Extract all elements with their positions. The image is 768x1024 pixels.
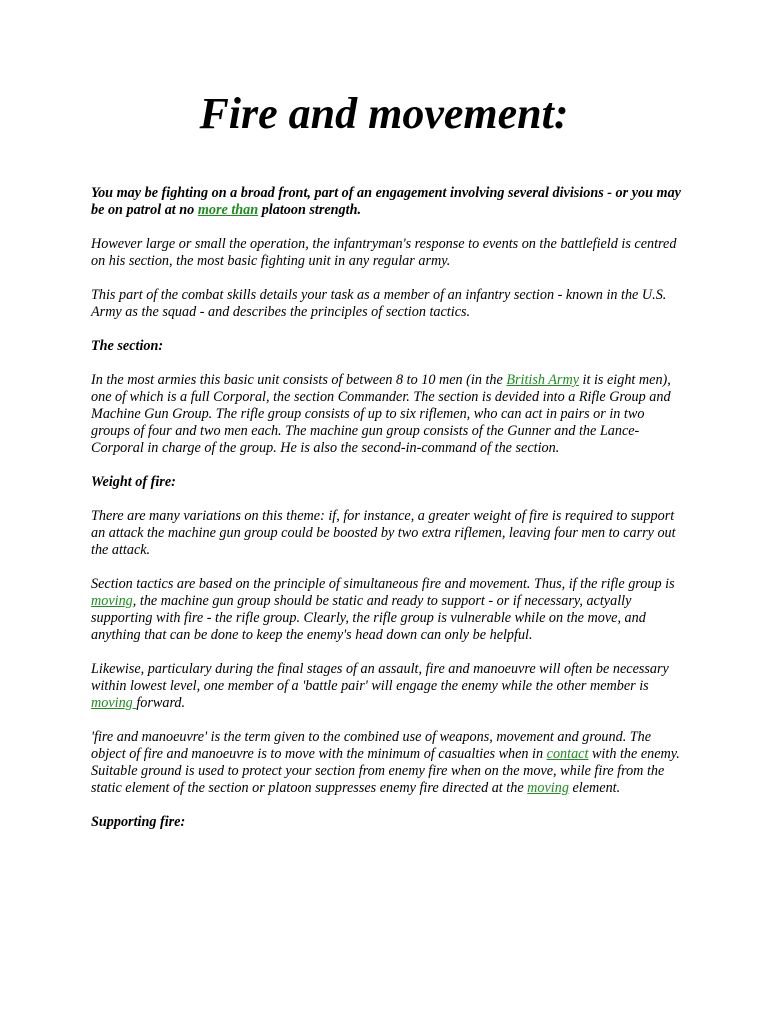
paragraph-combat-skills: This part of the combat skills details your task as a member of an infantry section - known in the U.S. Army as the squad - and describes the principles of section tactics. xyxy=(91,287,667,320)
link-moving-element[interactable]: moving xyxy=(527,780,569,796)
link-moving-forward[interactable]: moving xyxy=(91,695,137,711)
paragraph-section: In the most armies this basic unit consists of between 8 to 10 men (in the British Army it is eight men), one of which is a full Corporal, the section Commander. The section is devided into a Rifle Group and Machine Gun Group. The rifle group consists of up to six riflemen, who can act in pairs or in two groups of four and two men each. The machine gun group consists of the Gunner and the Lance-Corporal in charge of the group. He is also the second-in-command of the section. xyxy=(91,372,671,456)
heading-supporting-fire: Supporting fire: xyxy=(91,814,186,830)
page-title: Fire and movement: xyxy=(199,89,569,138)
paragraph-operation: However large or small the operation, the infantryman's response to events on the battlefield is centred on his section, the most basic fighting unit in any regular army. xyxy=(91,236,677,269)
intro-paragraph: You may be fighting on a broad front, part of an engagement involving several divisions - or you may be on patrol at no more than platoon strength. xyxy=(91,185,681,218)
paragraph-section-tactics: Section tactics are based on the principle of simultaneous fire and movement. Thus, if the rifle group is moving, the machine gun group should be static and ready to support - or if necessary, actyally supporting with fire - the rifle group. Clearly, the rifle group is vulnerable while on the move, and anything that can be done to keep the enemy's head down can only be helpful. xyxy=(91,576,675,643)
paragraph-likewise: Likewise, particulary during the final stages of an assault, fire and manoeuvre will often be necessary within lowest level, one member of a 'battle pair' will engage the enemy while the other member is moving forward. xyxy=(91,661,669,711)
link-moving[interactable]: moving xyxy=(91,593,133,609)
paragraph-fire-and-manoeuvre: 'fire and manoeuvre' is the term given to the combined use of weapons, movement and ground. The object of fire and manoeuvre is to move with the minimum of casualties when in contact with the enemy. Suitable ground is used to protect your section from enemy fire when on the move, while fire from the static element of the section or platoon suppresses enemy fire directed at the moving element. xyxy=(91,729,680,796)
link-more-than[interactable]: more than xyxy=(197,202,259,218)
link-british-army[interactable]: British Army xyxy=(506,372,579,388)
heading-the-section: The section: xyxy=(91,338,164,354)
document-body xyxy=(91,185,681,848)
paragraph-variations: There are many variations on this theme: if, for instance, a greater weight of fire is required to support an attack the machine gun group could be boosted by two extra riflemen, leaving four men to carry out the attack. xyxy=(91,508,676,558)
heading-weight-of-fire: Weight of fire: xyxy=(91,474,176,490)
link-contact[interactable]: contact xyxy=(546,746,589,762)
